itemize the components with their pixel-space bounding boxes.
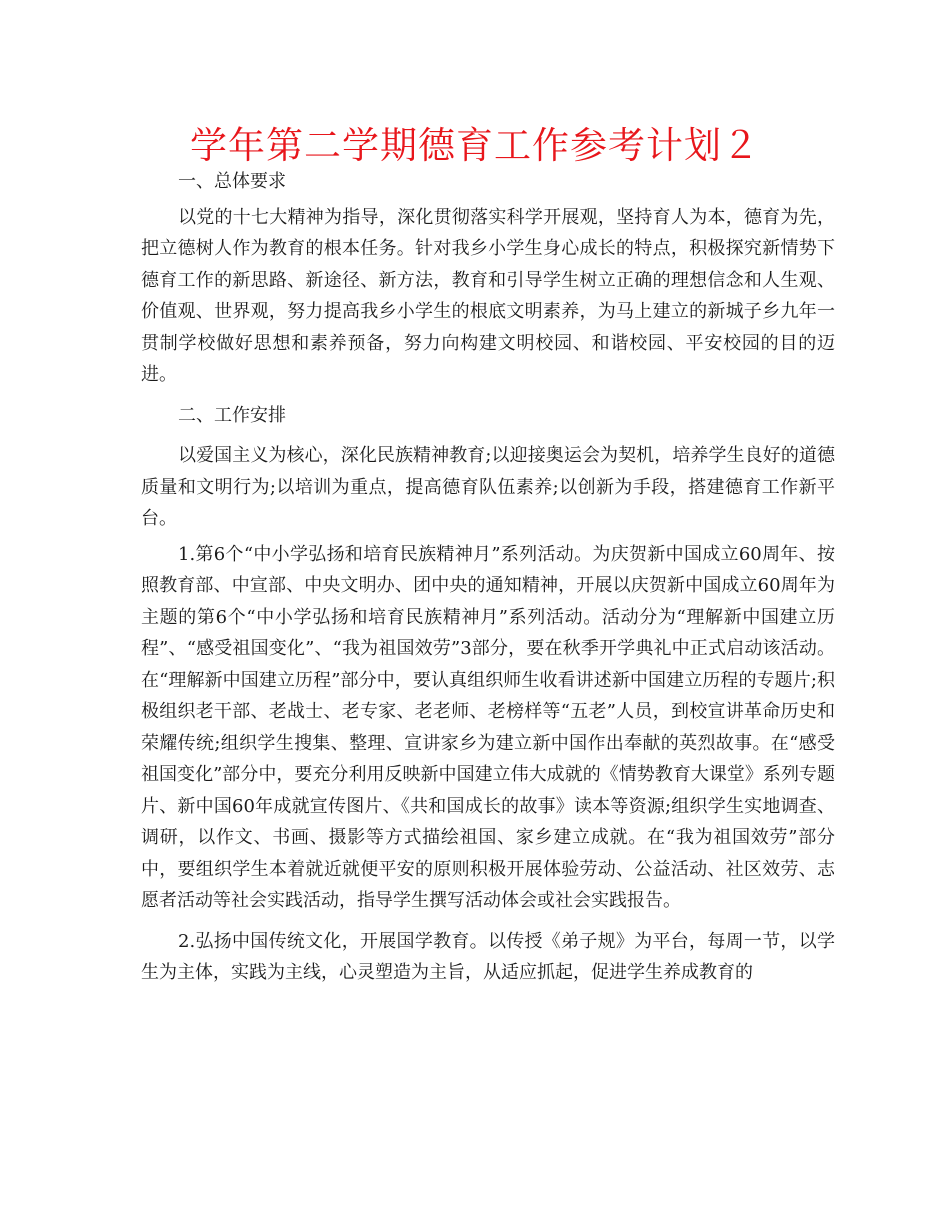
paragraph-item-2: 2.弘扬中国传统文化，开展国学教育。以传授《弟子规》为平台，每周一节，以学生为主体，实践为主线，心灵塑造为主旨，从适应抓起，促进学生养成教育的 (141, 930, 835, 983)
paragraph-item-1: 1.第6个“中小学弘扬和培育民族精神月”系列活动。为庆贺新中国成立60周年、按照教育部、中宣部、中央文明办、团中央的通知精神，开展以庆贺新中国成立60周年为主题的第6个“中小学弘扬和培育民族精神月”系列活动。活动分为“理解新中国建立历程”、“感受祖国变化”、“我为祖国效劳”3部分，要在秋季开学典礼中正式启动该活动。在“理解新中国建立历程”部分中，要认真组织师生收看讲述新中国建立历程的专题片;积极组织老干部、老战士、老专家、老老师、老榜样等“五老”人员，到校宣讲革命历史和荣耀传统;组织学生搜集、整理、宣讲家乡为建立新中国作出奉献的英烈故事。在“感受祖国变化”部分中，要充分利用反映新中国建立伟大成就的《情势教育大课堂》系列专题片、新中国60年成就宣传图片、《共和国成长的故事》读本等资源;组织学生实地调查、调研，以作文、书画、摄影等方式描绘祖国、家乡建立成就。在“我为祖国效劳”部分中，要组织学生本着就近就便平安的原则积极开展体验劳动、公益活动、社区效劳、志愿者活动等社会实践活动，指导学生撰写活动体会或社会实践报告。 (141, 543, 835, 911)
paragraph-overall-requirements: 以党的十七大精神为指导，深化贯彻落实科学开展观，坚持育人为本，德育为先，把立德树人作为教育的根本任务。针对我乡小学生身心成长的特点，积极探究新情势下德育工作的新思路、新途径、新方法，教育和引导学生树立正确的理想信念和人生观、价值观、世界观，努力提高我乡小学生的根底文明素养，为马上建立的新城子乡九年一贯制学校做好思想和素养预备，努力向构建文明校园、和谐校园、平安校园的目的迈进。 (141, 206, 835, 385)
section-heading-overall-requirements: 一、总体要求 (178, 171, 286, 192)
paragraph-work-arrangement-intro: 以爱国主义为核心，深化民族精神教育;以迎接奥运会为契机，培养学生良好的道德质量和文明行为;以培训为重点，提高德育队伍素养;以创新为手段，搭建德育工作新平台。 (141, 445, 835, 529)
document-title: 学年第二学期德育工作参考计划２ (190, 124, 760, 167)
document-body (141, 166, 835, 989)
section-heading-work-arrangement: 二、工作安排 (178, 404, 286, 426)
